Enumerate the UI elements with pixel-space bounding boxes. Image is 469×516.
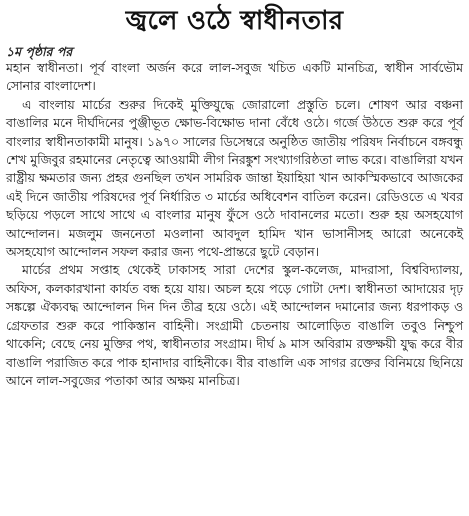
paragraph-1: মহান স্বাধীনতা। পূর্ব বাংলা অর্জন করে লাল-সবুজ খচিত একটি মানচিত্র, স্বাধীন সার্বভৌম সোনার বাংলাদেশ। [6,61,463,94]
paragraph-3: মার্চের প্রথম সপ্তাহ থেকেই ঢাকাসহ সারা দেশের স্কুল-কলেজ, মাদরাসা, বিশ্ববিদ্যালয়, অফিস, কলকারখানা কার্যত বন্ধ হয়ে যায়। অচল হয়ে পড়ে গোটা দেশ। স্বাধীনতা আদায়ের দৃঢ় সঙ্কল্পে ঐক্যবদ্ধ আন্দোলন দিন দিন তীব্র হয়ে ওঠে। এই আন্দোলন দমানোর জন্য ধরপাকড় ও গ্রেফতার শুরু করে পাকিস্তান বাহিনী। সংগ্রামী চেতনায় আলোড়িত বাঙালি তবুও নিশ্চুপ থাকেনি; বেছে নেয় মুক্তির পথ, স্বাধীনতার সংগ্রাম। দীর্ঘ ৯ মাস অবিরাম রক্তক্ষয়ী যুদ্ধ করে বীর বাঙালি পরাজিত করে পাক হানাদার বাহিনীকে। বীর বাঙালি এক সাগর রক্তের বিনিময়ে ছিনিয়ে আনে লাল-সবুজের পতাকা আর অক্ষয় মানচিত্র। [6,263,463,388]
article-body [6,59,463,390]
headline: জ্বলে ওঠে স্বাধীনতার [125,6,344,36]
continuation-label: ১ম পৃষ্ঠার পর [6,44,73,59]
paragraph-2: এ বাংলায় মার্চের শুরুর দিকেই মুক্তিযুদ্ধে জোরালো প্রস্তুতি চলে। শোষণ আর বঞ্চনা বাঙালির মনে দীর্ঘদিনের পুঞ্জীভূত ক্ষোভ-বিক্ষোভ দানা বেঁধে ওঠে। গর্জে উঠতে শুরু করে পূর্ব বাংলার স্বাধীনতাকামী মানুষ। ১৯৭০ সালের ডিসেম্বরে অনুষ্ঠিত জাতীয় পরিষদ নির্বাচনে বঙ্গবন্ধু শেখ মুজিবুর রহমানের নেতৃত্বে আওয়ামী লীগ নিরঙ্কুশ সংখ্যাগরিষ্ঠতা লাভ করে। বাঙালিরা যখন রাষ্ট্রীয় ক্ষমতার জন্য প্রহর গুনছিল তখন সামরিক জান্তা ইয়াহিয়া খান আকস্মিকভাবে আজকের এই দিনে জাতীয় পরিষদের পূর্ব নির্ধারিত ৩ মার্চের অধিবেশন বাতিল করেন। রেডিওতে এ খবর ছড়িয়ে পড়লে সাথে সাথে এ বাংলার মানুষ ফুঁসে ওঠে দাবানলের মতো। শুরু হয় অসহযোগ আন্দোলন। মজলুম জননেতা মওলানা আবদুল হামিদ খান ভাসানীসহ আরো অনেকেই অসহযোগ আন্দোলন সফল করার জন্য পথে-প্রান্তরে ছুটে বেড়ান। [6,97,463,260]
